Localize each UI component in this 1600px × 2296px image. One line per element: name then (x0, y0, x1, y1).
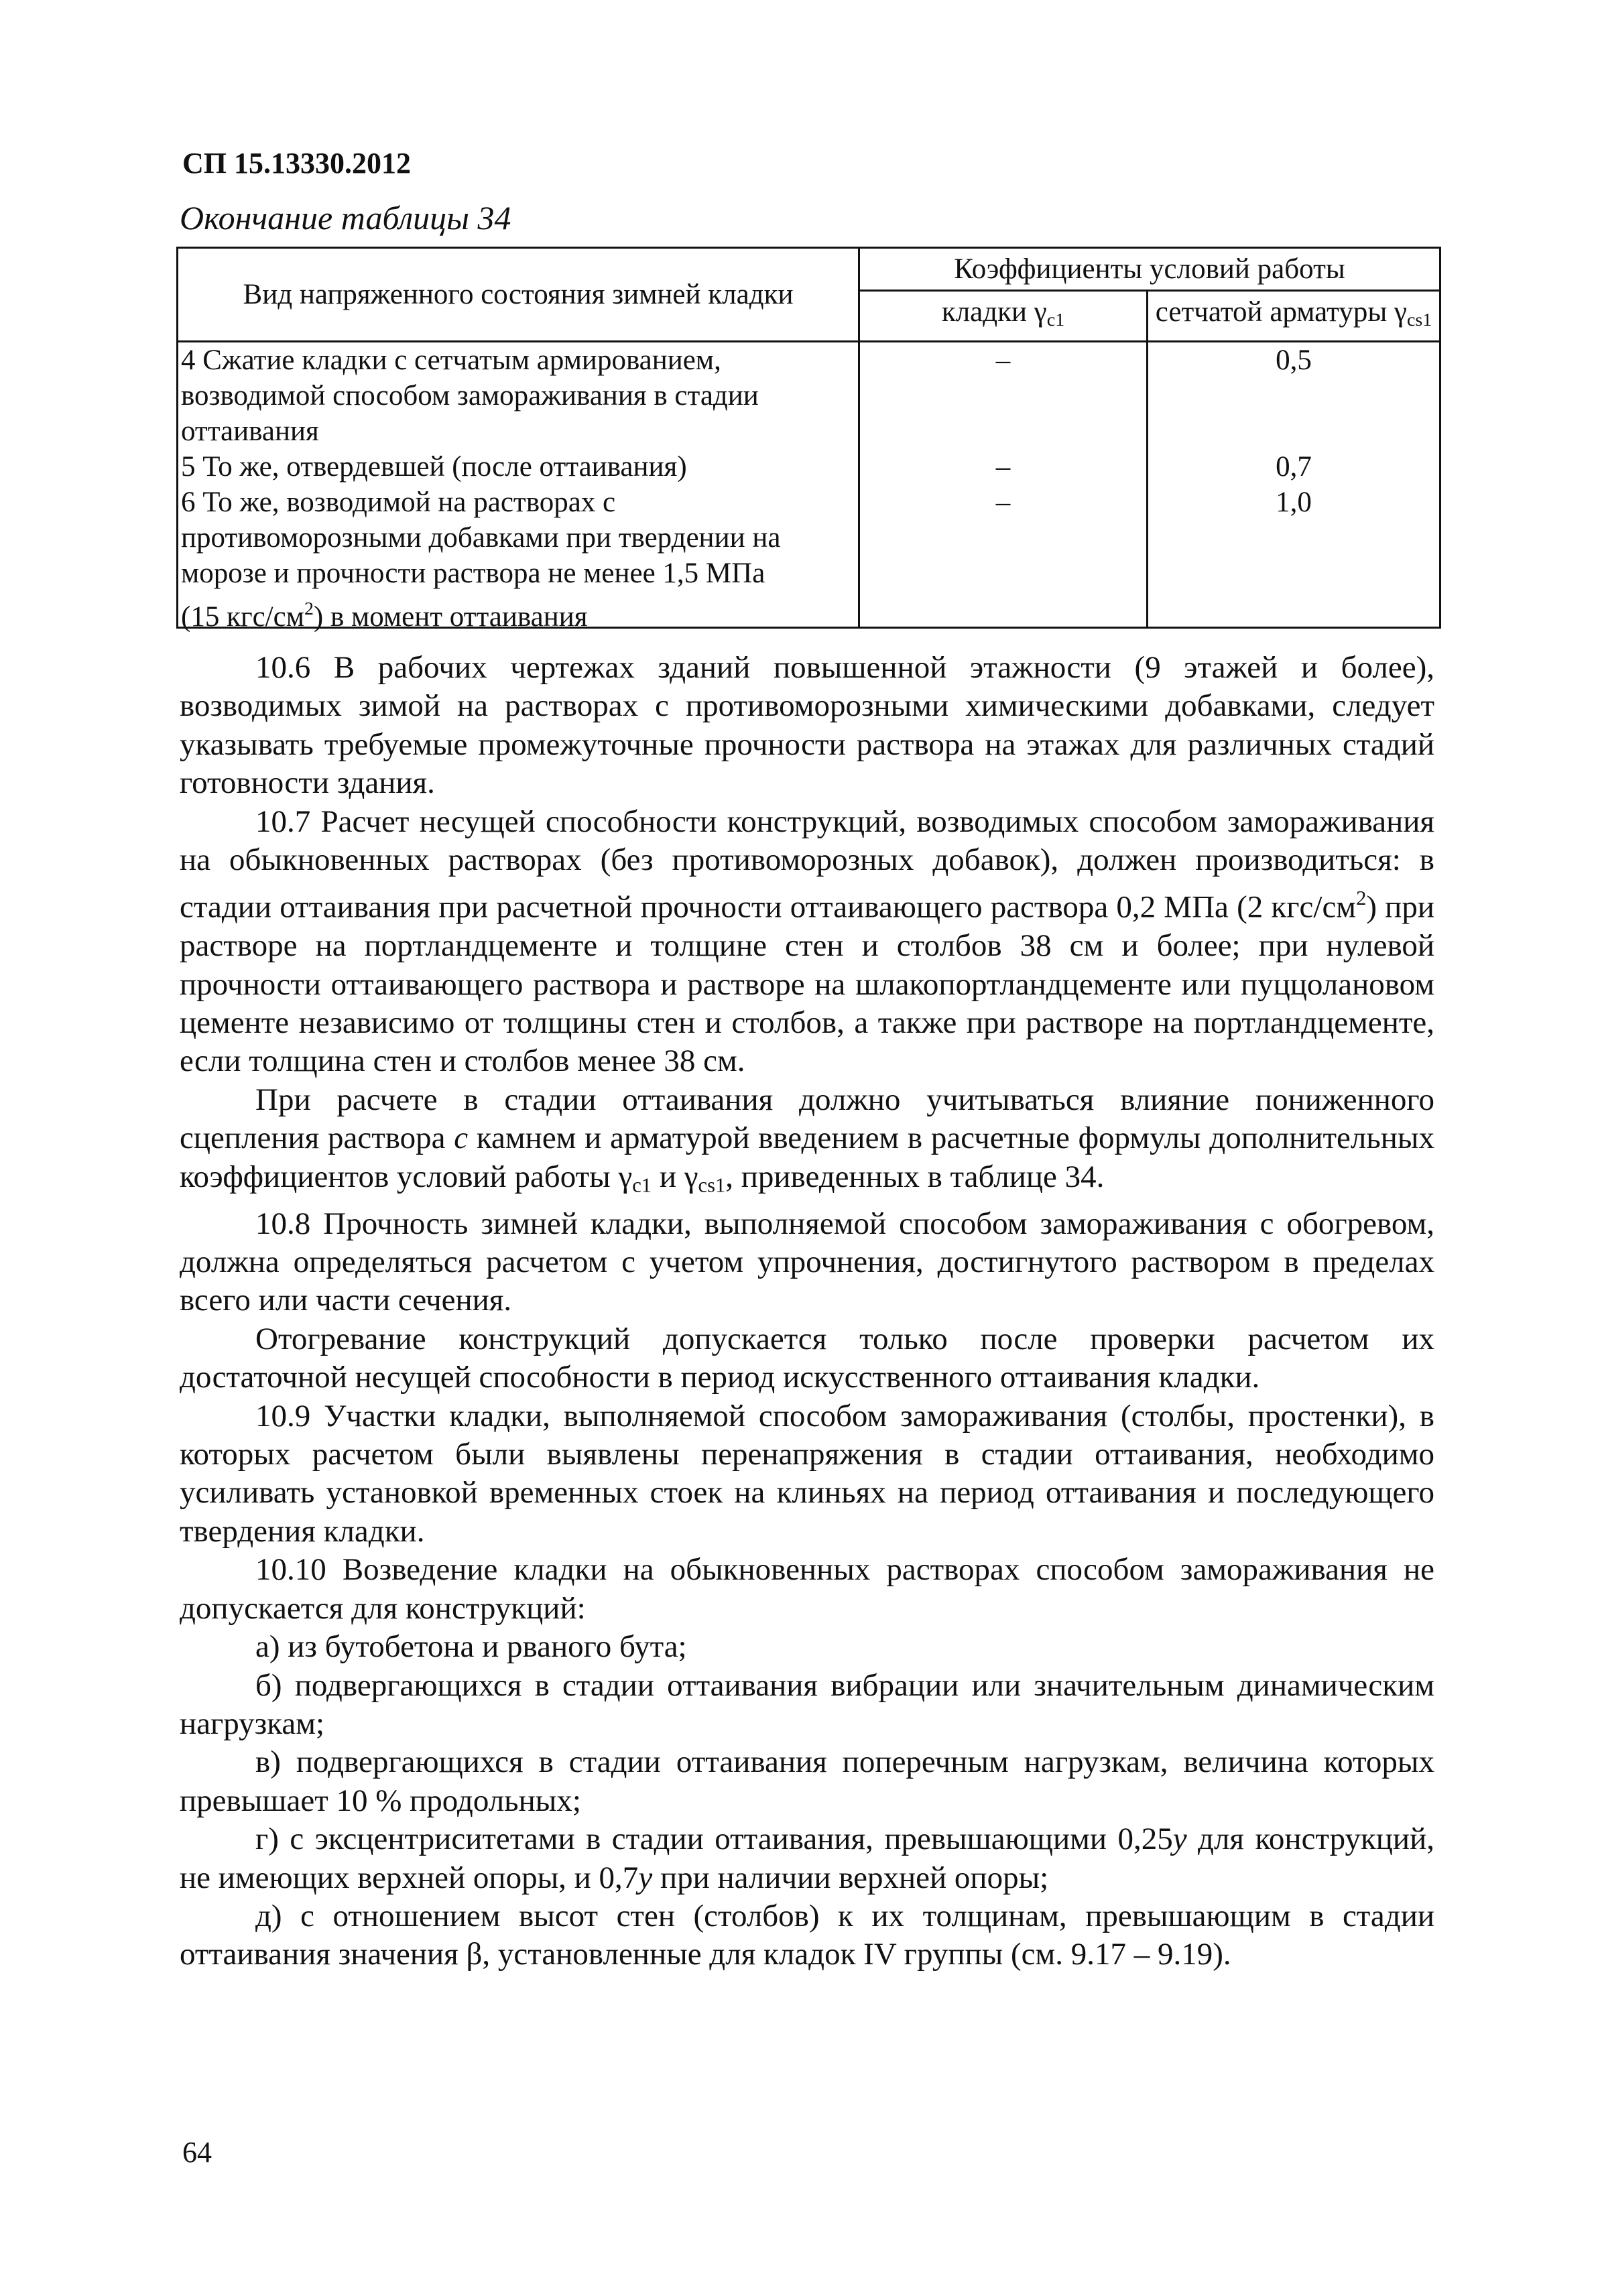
document-code: СП 15.13330.2012 (182, 147, 411, 180)
index: cs1 (1407, 309, 1432, 330)
paragraph-10-7: 10.7 Расчет несущей способности конструкций, возводимых способом замораживания на обыкновенных растворах (без противоморозных добавок), должен производиться: в стадии оттаивания при расчетной прочности оттаивающего раствора 0,2 МПа (2 кгс/$см^2$) при растворе на портландцементе и толщине стен и столбов 38 см и более; при нулевой прочности оттаивающего раствора и растворе на шлакопортландцементе или пуццолановом цементе независимо от толщины стен и столбов, а также при растворе на портландцементе, если толщина стен и столбов менее 38 см. (180, 804, 1434, 1079)
paragraph-10-6: 10.6 В рабочих чертежах зданий повышенной этажности (9 этажей и более), возводимых зимой на растворах с противоморозными химическими добавками, следует указывать требуемые промежуточные прочности раствора на этажах для различных стадий готовности здания. (180, 650, 1434, 801)
list-item-d: д) с отношением высот стен (столбов) к их толщинам, превышающим в стадии оттаивания значения β, установленные для кладок IV группы (см. 9.17 – 9.19). (180, 1898, 1434, 1972)
masonry-coef-cell: – – – (859, 341, 1148, 627)
sub-header-mesh: сетчатой арматуры $\gamma_{cs1}$ (1148, 291, 1440, 342)
list-item-v: в) подвергающихся в стадии оттаивания поперечным нагрузкам, величина которых превышает 10 % продольных; (180, 1744, 1434, 1818)
row-type-cell: 4 Сжатие кладки с сетчатым армированием, возводимой способом замораживания в стадии оттаивания 5 То же, отвердевшей (после оттаивания) 6 То же, возводимой на растворах с противоморозными добавками при твердении на морозе и прочности раствора не менее 1,5 МПа (15 кгс/$см^2$) в момент оттаивания (178, 341, 859, 627)
list-item-a: а) из бутобетона и рваного бута; (255, 1629, 687, 1665)
table-caption: Окончание таблицы 34 (180, 199, 511, 237)
table-row (178, 341, 1440, 627)
group-header: Коэффициенты условий работы (859, 248, 1440, 291)
paragraph-10-9: 10.9 Участки кладки, выполняемой способом замораживания (столбы, простенки), в которых расчетом были выявлены перенапряжения в стадии оттаивания, необходимо усиливать установкой временных стоек на клиньях на период оттаивания и последующего твердения кладки. (180, 1398, 1434, 1549)
paragraph-10-10: 10.10 Возведение кладки на обыкновенных растворах способом замораживания не допускается для конструкций: (180, 1552, 1434, 1626)
index: c1 (1046, 309, 1065, 330)
list-item-b: б) подвергающихся в стадии оттаивания вибрации или значительным динамическим нагрузкам; (180, 1667, 1434, 1741)
body-text (180, 649, 1434, 1974)
list-item-g: г) с эксцентриситетами в стадии оттаивания, превышающими 0,25y для конструкций, не имеющих верхней опоры, и 0,7y при наличии верхней опоры; (180, 1822, 1434, 1895)
page-number: 64 (182, 2136, 212, 2169)
sub-header-masonry: кладки $\gamma_{c1}$ (859, 291, 1148, 342)
mesh-coef-cell: 0,5 0,7 1,0 (1148, 341, 1440, 627)
col-type-header: Вид напряженного состояния зимней кладки (178, 248, 859, 342)
paragraph-10-7-calculation: При расчете в стадии оттаивания должно учитываться влияние пониженного сцепления раствора с камнем и арматурой введением в расчетные формулы дополнительных коэффициентов условий работы $\gamma_{c1}$ и $\gamma_{cs1}$, приведенных в таблице 34. (180, 1082, 1435, 1197)
paragraph-10-8-heating: Отогревание конструкций допускается только после проверки расчетом их достаточной несущей способности в период искусственного оттаивания кладки. (180, 1321, 1434, 1395)
paragraph-10-8: 10.8 Прочность зимней кладки, выполняемой способом замораживания с обогревом, должна определяться расчетом с учетом упрочнения, достигнутого раствором в пределах всего или части сечения. (180, 1206, 1434, 1318)
coefficients-table (176, 247, 1441, 633)
